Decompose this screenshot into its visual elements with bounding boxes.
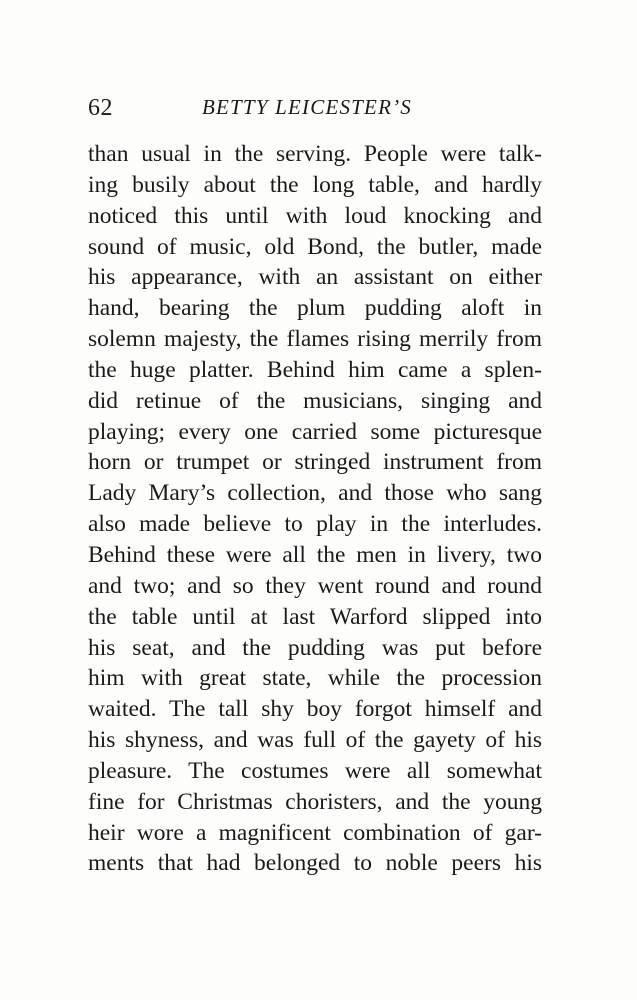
- text-line: noticed this until with loud knocking and: [88, 202, 542, 229]
- text-line: sound of music, old Bond, the butler, made: [88, 233, 542, 260]
- text-line: his appearance, with an assistant on either: [88, 264, 542, 291]
- text-line: Lady Mary’s collection, and those who sang: [88, 480, 542, 507]
- text-line: pleasure. The costumes were all somewhat: [88, 757, 542, 784]
- text-line: than usual in the serving. People were talk-: [88, 141, 542, 167]
- text-line: the table until at last Warford slipped into: [88, 603, 542, 630]
- text-line: him with great state, while the procession: [88, 665, 542, 692]
- text-line: ments that had belonged to noble peers his: [88, 850, 542, 877]
- page-header: [88, 95, 542, 125]
- text-line: also made believe to play in the interludes.: [88, 511, 542, 538]
- text-line: hand, bearing the plum pudding aloft in: [88, 295, 542, 322]
- text-line: and two; and so they went round and round: [88, 572, 542, 599]
- text-line: his seat, and the pudding was put before: [88, 634, 542, 661]
- text-line: his shyness, and was full of the gayety of his: [88, 727, 542, 754]
- text-line: did retinue of the musicians, singing and: [88, 387, 542, 414]
- text-line: heir wore a magnificent combination of gar-: [88, 819, 542, 846]
- body-text: [88, 139, 542, 879]
- text-line: waited. The tall shy boy forgot himself and: [88, 696, 542, 723]
- text-line: the huge platter. Behind him came a splen-: [88, 356, 542, 383]
- text-line: Behind these were all the men in livery, two: [88, 541, 542, 568]
- text-line: ing busily about the long table, and hardly: [88, 171, 542, 198]
- text-line: fine for Christmas choristers, and the young: [88, 788, 542, 815]
- page-number: 62: [88, 95, 113, 121]
- text-line: horn or trumpet or stringed instrument from: [88, 449, 542, 476]
- text-line: playing; every one carried some picturesque: [88, 418, 542, 445]
- text-line: solemn majesty, the flames rising merrily from: [88, 326, 542, 353]
- running-head: BETTY LEICESTER’S: [202, 95, 413, 119]
